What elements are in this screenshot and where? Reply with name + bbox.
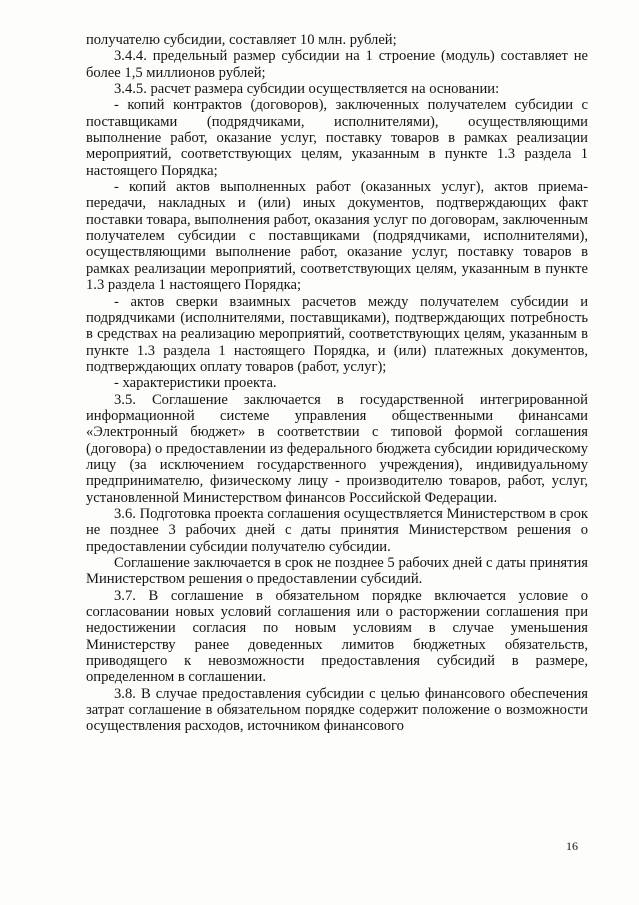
paragraph-3-4-4: 3.4.4. предельный размер субсидии на 1 строение (модуль) составляет не более 1,5 миллионов рублей; [86, 48, 588, 81]
list-item-characteristics: - характеристики проекта. [114, 375, 277, 392]
paragraph-3-6: 3.6. Подготовка проекта соглашения осуществляется Министерством в срок не позднее 3 рабочих дней с даты принятия Министерством решения о предоставлении субсидии получателю субсидии. [86, 505, 588, 555]
list-item-contracts: - копий контрактов (договоров), заключенных получателем субсидии с поставщиками (подрядчиками, исполнителями), осуществляющими выполнение работ, оказание услуг, поставку товаров в рамках реализации мероприятий, соответствующих целям, указанным в пункте 1.3 раздела 1 настоящего Порядка; [86, 97, 588, 179]
paragraph-3-7: 3.7. В соглашение в обязательном порядке включается условие о согласовании новых условий соглашения или о расторжении соглашения при недостижении согласия по новым условиям в случае уменьшения Министерству ранее доведенных лимитов бюджетных обязательств, приводящего к невозможности предоставления субсидий в размере, определенном в соглашении. [86, 587, 588, 686]
paragraph-3-4-5: 3.4.5. расчет размера субсидии осуществляется на основании: [114, 81, 500, 98]
paragraph-3-6-deadline: Соглашение заключается в срок не позднее 5 рабочих дней с даты принятия Министерством решения о предоставлении субсидий. [86, 555, 588, 588]
list-item-acts: - копий актов выполненных работ (оказанных услуг), актов приема-передачи, накладных и (или) иных документов, подтверждающих факт поставки товара, выполнения работ, оказания услуг по договорам, заключенным получателем субсидии с поставщиками (подрядчиками, исполнителями), осуществляющими выполнение работ, оказание услуг, поставку товаров в рамках реализации мероприятий, соответствующих целям, указанным в пункте 1.3 раздела 1 настоящего Порядка; [86, 179, 588, 294]
page-number: 16 [566, 839, 578, 853]
paragraph-3-8: 3.8. В случае предоставления субсидии с целью финансового обеспечения затрат соглашение в обязательном порядке содержит положение о возможности осуществления расходов, источником финансового [86, 685, 588, 735]
paragraph-3-5: 3.5. Соглашение заключается в государственной интегрированной информационной системе управления общественными финансами «Электронный бюджет» в соответствии с типовой формой соглашения (договора) о предоставлении из федерального бюджета субсидии юридическому лицу (за исключением государственного учреждения), индивидуальному предпринимателю, физическому лицу - производителю товаров, работ, услуг, установленной Министерством финансов Российской Федерации. [86, 391, 588, 506]
paragraph-intro-tail: получателю субсидии, составляет 10 млн. рублей; [86, 32, 397, 48]
list-item-reconciliation: - актов сверки взаимных расчетов между получателем субсидии и подрядчиками (исполнителями, поставщиками), подтверждающих потребность в средствах на реализацию мероприятий, соответствующих целям, указанным в пункте 1.3 раздела 1 настоящего Порядка, и (или) платежных документов, подтверждающих оплату товаров (работ, услуг); [86, 293, 588, 375]
document-body [86, 32, 588, 735]
